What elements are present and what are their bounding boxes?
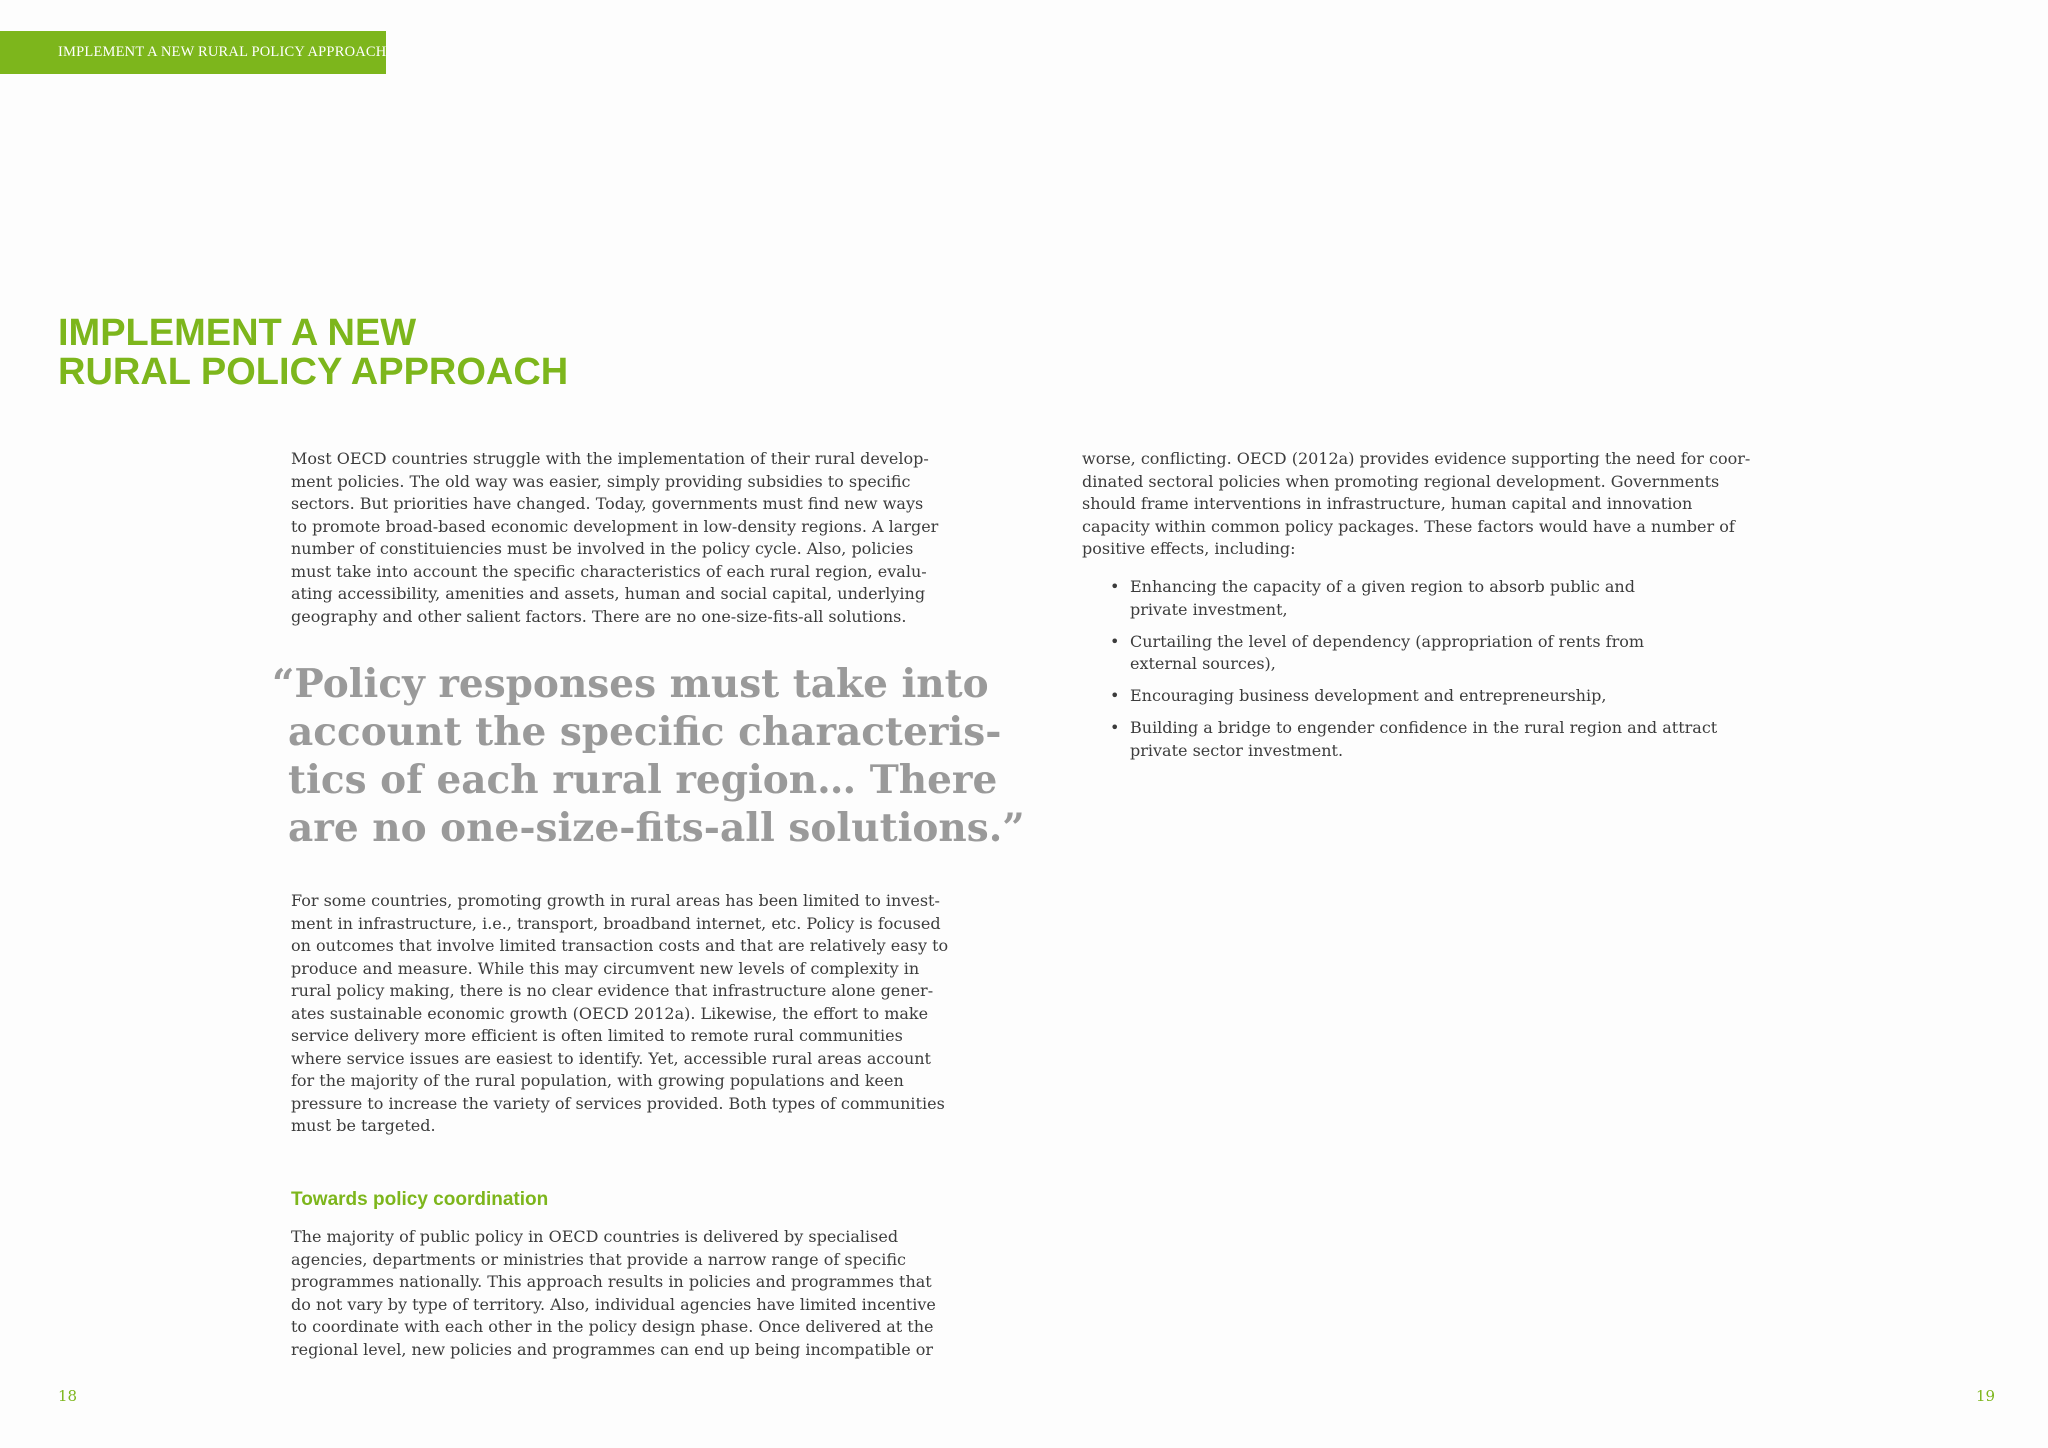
list-item	[1082, 631, 1717, 676]
text-line: for the majority of the rural population, with growing populations and keen	[291, 1071, 904, 1090]
bullet-icon: •	[1110, 631, 1120, 651]
bullet-icon: •	[1110, 577, 1120, 596]
list-item-line: private investment,	[1130, 599, 1288, 619]
list-item	[1082, 576, 1717, 621]
list-item-line: Building a bridge to engender confidence in the rural region and attract	[1130, 718, 1718, 737]
list-item-line: Enhancing the capacity of a given region to absorb public and	[1130, 577, 1635, 596]
text-line: must take into account the specific characteristics of each rural region, evalu-	[291, 561, 927, 581]
text-line: sectors. But priorities have changed. Today, governments must find new ways	[291, 494, 924, 513]
page-number-left: 18	[58, 1387, 78, 1405]
text-line: where service issues are easiest to identify. Yet, accessible rural areas account	[291, 1048, 931, 1068]
text-line: service delivery more efficient is often limited to remote rural communities	[291, 1026, 903, 1045]
section-subheading: Towards policy coordination	[291, 1189, 549, 1210]
text-line: do not vary by type of territory. Also, individual agencies have limited incentive	[291, 1294, 936, 1314]
text-line: For some countries, promoting growth in rural areas has been limited to invest-	[291, 891, 940, 910]
text-line: on outcomes that involve limited transaction costs and that are relatively easy to	[291, 936, 949, 955]
text-line: ating accessibility, amenities and assets, human and social capital, underlying	[291, 584, 926, 603]
continuation-paragraph	[1082, 448, 1750, 561]
text-line: to coordinate with each other in the policy design phase. Once delivered at the	[291, 1317, 934, 1336]
text-line: to promote broad-based economic development in low-density regions. A larger	[291, 516, 939, 536]
list-item-line: Encouraging business development and entrepreneurship,	[1130, 686, 1607, 705]
effects-list	[1082, 576, 1717, 772]
page-title	[58, 314, 568, 392]
text-line: rural policy making, there is no clear evidence that infrastructure alone gener-	[291, 981, 934, 1000]
text-line: ment in infrastructure, i.e., transport, broadband internet, etc. Policy is focused	[291, 913, 941, 933]
text-line: Most OECD countries struggle with the implementation of their rural develop-	[291, 449, 929, 468]
text-line: worse, conflicting. OECD (2012a) provides evidence supporting the need for coor-	[1082, 449, 1751, 468]
section-header-tab: IMPLEMENT A NEW RURAL POLICY APPROACH	[0, 31, 386, 74]
text-line: ates sustainable economic growth (OECD 2012a). Likewise, the effort to make	[291, 1003, 929, 1023]
bullet-icon: •	[1110, 686, 1120, 705]
quote-line: tics of each rural region… There	[288, 757, 998, 803]
list-item	[1082, 717, 1717, 762]
text-line: pressure to increase the variety of services provided. Both types of communities	[291, 1093, 945, 1113]
text-line: must be targeted.	[291, 1116, 436, 1135]
quote-line: account the specific characteris-	[288, 709, 1002, 755]
text-line: programmes nationally. This approach results in policies and programmes that	[291, 1272, 932, 1291]
text-line: capacity within common policy packages. These factors would have a number of	[1082, 516, 1735, 536]
text-line: agencies, departments or ministries that provide a narrow range of specific	[291, 1249, 906, 1269]
infrastructure-paragraph	[291, 890, 948, 1138]
page-title-line-2: RURAL POLICY APPROACH	[58, 351, 569, 393]
text-line: dinated sectoral policies when promoting regional development. Governments	[1082, 471, 1720, 491]
text-line: positive effects, including:	[1082, 539, 1296, 558]
intro-paragraph	[291, 448, 938, 628]
page-number-right: 19	[1976, 1387, 1996, 1405]
quote-line: “Policy responses must take into	[272, 661, 989, 707]
bullet-icon: •	[1110, 718, 1120, 737]
text-line: The majority of public policy in OECD countries is delivered by specialised	[291, 1227, 899, 1246]
list-item-line: private sector investment.	[1130, 740, 1344, 760]
coordination-paragraph	[291, 1226, 936, 1361]
text-line: number of constituiencies must be involved in the policy cycle. Also, policies	[291, 539, 914, 558]
text-line: ment policies. The old way was easier, simply providing subsidies to specific	[291, 471, 911, 491]
text-line: should frame interventions in infrastructure, human capital and innovation	[1082, 494, 1693, 513]
page-title-line-1: IMPLEMENT A NEW	[58, 312, 417, 354]
text-line: produce and measure. While this may circumvent new levels of complexity in	[291, 958, 920, 978]
quote-line: are no one-size-fits-all solutions.”	[288, 805, 1025, 851]
list-item-line: external sources),	[1130, 654, 1276, 673]
text-line: regional level, new policies and programmes can end up being incompatible or	[291, 1339, 934, 1359]
text-line: geography and other salient factors. There are no one-size-fits-all solutions.	[291, 606, 907, 626]
list-item-line: Curtailing the level of dependency (appropriation of rents from	[1130, 631, 1645, 651]
list-item	[1082, 685, 1717, 708]
pull-quote	[272, 660, 1025, 852]
